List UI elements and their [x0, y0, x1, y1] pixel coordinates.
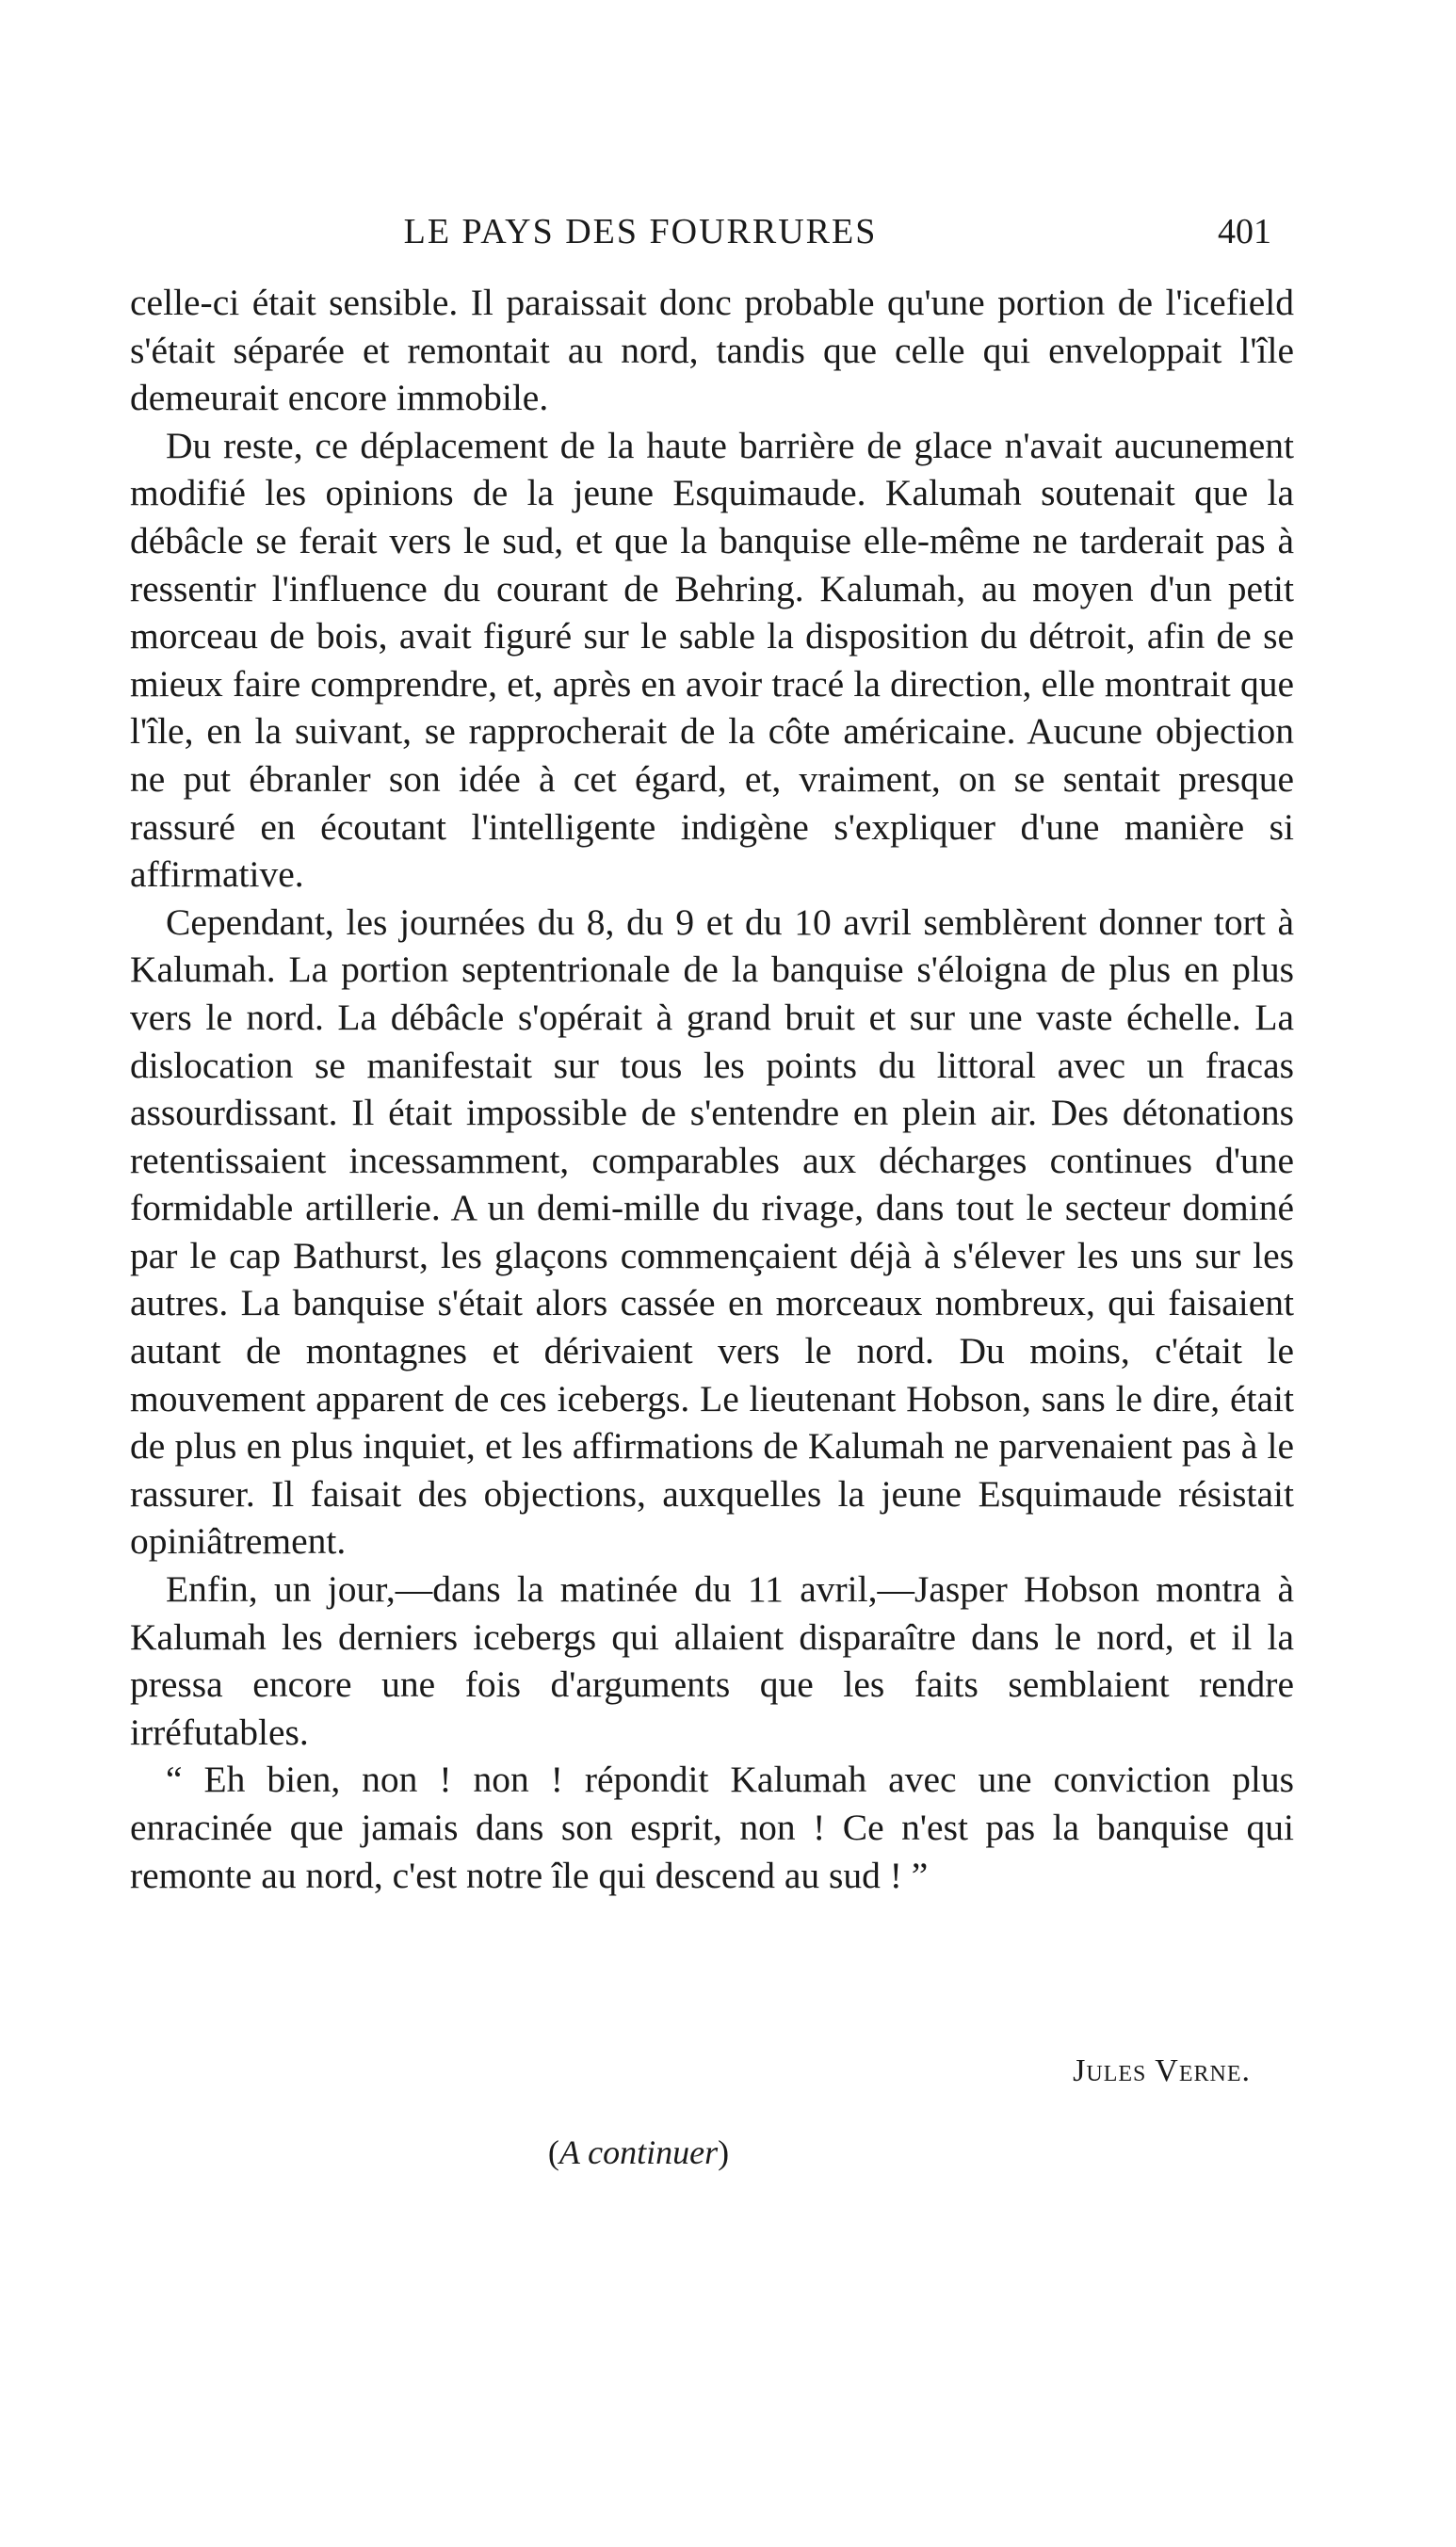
- page-number: 401: [1218, 212, 1271, 251]
- continuation-open-paren: (: [547, 2133, 559, 2171]
- paragraph: Du reste, ce déplacement de la haute barrière de glace n'avait aucunement modifié les opinions de la jeune Esquimaude. Kalumah soutenait que la débâcle se ferait vers le sud, et que la banquise elle-même ne tarderait pas à ressentir l'influence du courant de Behring. Kalumah, au moyen d'un petit morceau de bois, avait figuré sur le sable la disposition du détroit, afin de se mieux faire comprendre, et, après en avoir tracé la direction, elle montrait que l'île, en la suivant, se rapprocherait de la côte américaine. Aucune objection ne put ébranler son idée à cet égard, et, vraiment, on se sentait presque rassuré en écoutant l'intelligente indigène s'expliquer d'une manière si affirmative.: [130, 424, 1294, 896]
- author-signature: Jules Verne.: [1073, 2053, 1251, 2088]
- running-head: [132, 205, 1271, 258]
- body-text: [130, 279, 1294, 1899]
- paragraph: “ Eh bien, non ! non ! répondit Kalumah avec une conviction plus enracinée que jamais dans son esprit, non ! Ce n'est pas la banquise qui remonte au nord, c'est notre île qui descend au sud ! ”: [130, 1759, 1294, 1896]
- paragraph: Cependant, les journées du 8, du 9 et du 10 avril semblèrent donner tort à Kalumah. La portion septentrionale de la banquise s'éloigna de plus en plus vers le nord. La débâcle s'opérait à grand bruit et sur une vaste échelle. La dislocation se manifestait sur tous les points du littoral avec un fracas assourdissant. Il était impossible de s'entendre en plein air. Des détonations retentissaient incessamment, comparables aux décharges continues d'une formidable artillerie. A un demi-mille du rivage, dans tout le secteur dominé par le cap Bathurst, les glaçons commençaient déjà à s'élever les uns sur les autres. La banquise s'était alors cassée en morceaux nombreux, qui faisaient autant de montagnes et dérivaient vers le nord. Du moins, c'était le mouvement apparent de ces icebergs. Le lieutenant Hobson, sans le dire, était de plus en plus inquiet, et les affirmations de Kalumah ne parvenaient pas à le rassurer. Il faisait des objections, auxquelles la jeune Esquimaude résistait opiniâtrement.: [130, 900, 1294, 1563]
- continuation-note: [0, 2129, 1277, 2176]
- paragraph: Enfin, un jour,—dans la matinée du 11 avril,—Jasper Hobson montra à Kalumah les derniers icebergs qui allaient disparaître dans le nord, et il la pressa encore une fois d'arguments que les faits semblaient rendre irréfutables.: [130, 1568, 1294, 1753]
- continuation-text: A continuer: [558, 2133, 719, 2171]
- paragraph: celle-ci était sensible. Il paraissait donc probable qu'une portion de l'icefield s'était séparée et remontait au nord, tandis que celle qui enveloppait l'île demeurait encore immobile.: [130, 282, 1294, 419]
- continuation-close-paren: ): [718, 2133, 730, 2171]
- running-title: LE PAYS DES FOURRURES: [403, 212, 878, 251]
